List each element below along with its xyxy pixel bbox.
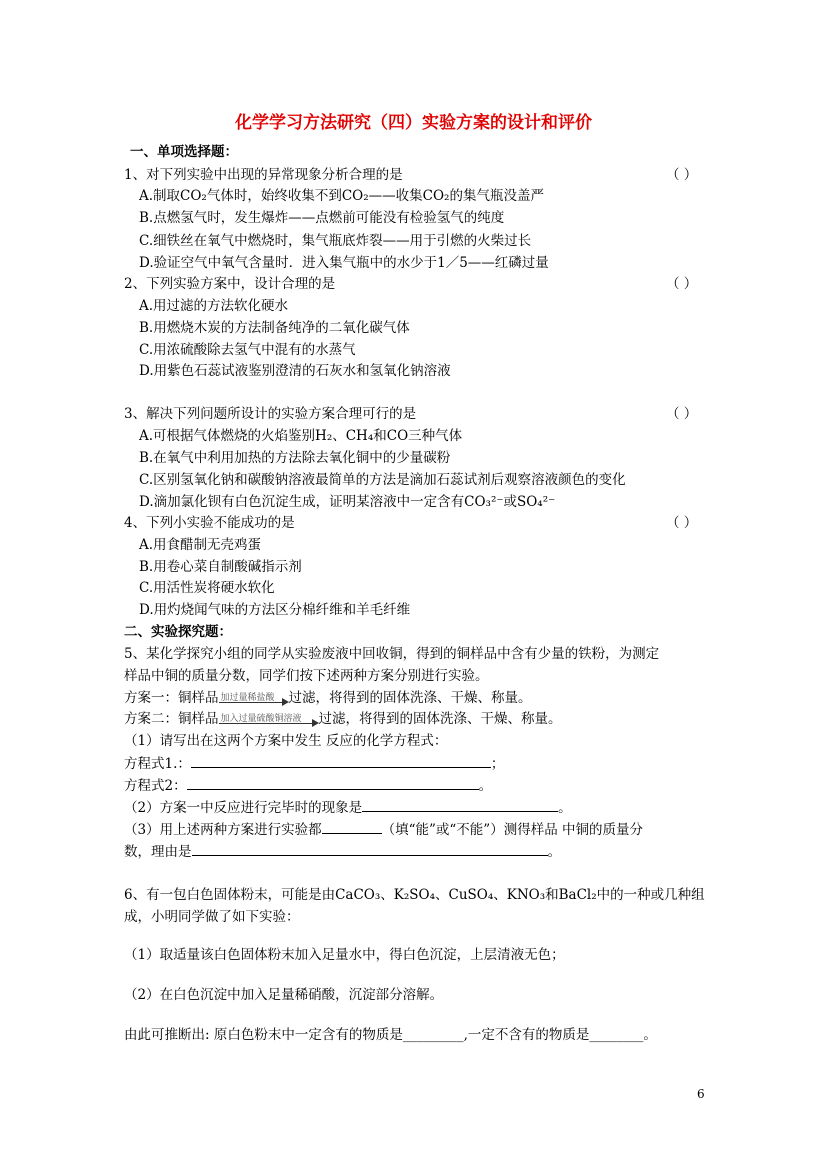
q1-option-c: C.细铁丝在氧气中燃烧时，集气瓶底炸裂——用于引燃的火柴过长 bbox=[139, 233, 532, 249]
q3-option-d: D.滴加氯化钡有白色沉淀生成，证明某溶液中一定含有CO₃²⁻或SO₄²⁻ bbox=[139, 494, 556, 510]
q5-sub-1: （1）请写出在这两个方案中发生 反应的化学方程式： bbox=[124, 733, 448, 749]
q3-option-c: C.区别氢氧化钠和碳酸钠溶液最简单的方法是滴加石蕊试剂后观察溶液颜色的变化 bbox=[139, 472, 626, 488]
q1-option-d: D.验证空气中氧气含量时．进入集气瓶中的水少于1／5——红磷过量 bbox=[139, 255, 549, 271]
q4-option-a: A.用食醋制无壳鸡蛋 bbox=[139, 537, 262, 553]
plan-1-suffix: 过滤，将得到的固体洗涤、干燥、称量。 bbox=[288, 690, 532, 706]
q5-sub-3-reason bbox=[124, 841, 561, 862]
equation-2-end: 。 bbox=[478, 778, 493, 794]
q3-option-a: A.可根据气体燃烧的火焰鉴别H₂、CH₄和CO三种气体 bbox=[139, 428, 463, 444]
plan-2-prefix: 方案二：铜样品 bbox=[124, 711, 219, 727]
page-number: 6 bbox=[697, 1087, 705, 1101]
page-title: 化学学习方法研究（四）实验方案的设计和评价 bbox=[235, 113, 592, 133]
q2-option-c: C.用浓硫酸除去氢气中混有的水蒸气 bbox=[139, 342, 356, 358]
q4-option-c: C.用活性炭将硬水软化 bbox=[139, 580, 275, 596]
answer-blank-1[interactable]: （ ） bbox=[666, 167, 698, 183]
reaction-arrow-icon bbox=[219, 690, 289, 708]
plan-2-suffix: 过滤，将得到的固体洗涤、干燥、称量。 bbox=[318, 711, 562, 727]
question-5-line-1: 5、某化学探究小组的同学从实验废液中回收铜，得到的铜样品中含有少量的铁粉，为测定 bbox=[124, 646, 660, 662]
equation-1-line bbox=[124, 753, 504, 774]
can-or-cannot-blank[interactable] bbox=[322, 819, 382, 834]
arrow-condition-label: 加入过量硫酸铜溶液 bbox=[220, 713, 302, 724]
equation-2-line bbox=[124, 775, 492, 796]
plan-1-prefix: 方案一：铜样品 bbox=[124, 690, 219, 706]
section-heading-inquiry: 二、实验探究题： bbox=[124, 624, 232, 640]
question-6-line-1: 6、有一包白色固体粉末，可能是由CaCO₃、K₂SO₄、CuSO₄、KNO₃和BaCl₂中的一种或几种组 bbox=[124, 887, 705, 903]
q6-step-1: （1）取适量该白色固体粉末加入足量水中，得白色沉淀，上层清液无色； bbox=[124, 947, 565, 963]
question-4-stem: 4、下列小实验不能成功的是 bbox=[124, 515, 295, 531]
answer-blank-2[interactable]: （ ） bbox=[666, 276, 698, 292]
q5-sub-2-end: 。 bbox=[558, 800, 572, 816]
plan-1 bbox=[124, 688, 532, 708]
q2-option-a: A.用过滤的方法软化硬水 bbox=[139, 298, 289, 314]
q5-sub-2-text: （2）方案一中反应进行完毕时的现象是 bbox=[124, 800, 363, 816]
q5-sub-3-text-c: 数，理由是 bbox=[124, 844, 192, 860]
equation-2-blank[interactable] bbox=[187, 775, 479, 790]
plan-2 bbox=[124, 709, 562, 729]
q3-option-b: B.在氧气中利用加热的方法除去氧化铜中的少量碳粉 bbox=[139, 450, 451, 466]
q2-option-d: D.用紫色石蕊试液鉴别澄清的石灰水和氢氧化钠溶液 bbox=[139, 363, 451, 379]
q5-sub-3 bbox=[124, 819, 643, 840]
equation-1-label: 方程式1.： bbox=[124, 756, 191, 772]
phenomenon-blank[interactable] bbox=[362, 797, 558, 812]
reaction-arrow-icon bbox=[219, 711, 319, 729]
equation-1-blank[interactable] bbox=[191, 753, 491, 768]
section-heading-choice: 一、单项选择题： bbox=[130, 144, 238, 160]
q4-option-d: D.用灼烧闻气味的方法区分棉纤维和羊毛纤维 bbox=[139, 602, 411, 618]
question-5-line-2: 样品中铜的质量分数，同学们按下述两种方案分别进行实验。 bbox=[124, 668, 489, 684]
q5-sub-2 bbox=[124, 797, 572, 818]
question-3-stem: 3、解决下列问题所设计的实验方案合理可行的是 bbox=[124, 406, 417, 422]
reason-blank[interactable] bbox=[192, 841, 548, 856]
question-2-stem: 2、下列实验方案中，设计合理的是 bbox=[124, 276, 336, 292]
arrow-condition-label: 加过量稀盐酸 bbox=[220, 692, 275, 703]
q1-option-b: B.点燃氢气时，发生爆炸——点燃前可能没有检验氢气的纯度 bbox=[139, 210, 505, 226]
answer-blank-3[interactable]: （ ） bbox=[666, 406, 698, 422]
q2-option-b: B.用燃烧木炭的方法制备纯净的二氧化碳气体 bbox=[139, 320, 410, 336]
q1-option-a: A.制取CO₂气体时，始终收集不到CO₂——收集CO₂的集气瓶没盖严 bbox=[139, 188, 544, 204]
q5-sub-3-end: 。 bbox=[547, 844, 561, 860]
q6-conclusion: 由此可推断出: 原白色粉末中一定含有的物质是_________,一定不含有的物质是________。 bbox=[124, 1027, 657, 1043]
q6-step-2: （2）在白色沉淀中加入足量稀硝酸，沉淀部分溶解。 bbox=[124, 987, 444, 1003]
q4-option-b: B.用卷心菜自制酸碱指示剂 bbox=[139, 559, 302, 575]
q5-sub-3-text-b: （填“能”或“不能”）测得样品 中铜的质量分 bbox=[381, 822, 643, 838]
answer-blank-4[interactable]: （ ） bbox=[666, 515, 698, 531]
question-6-line-2: 成，小明同学做了如下实验： bbox=[124, 909, 300, 925]
equation-1-end: ； bbox=[490, 756, 505, 772]
q5-sub-3-text-a: （3）用上述两种方案进行实验都 bbox=[124, 822, 322, 838]
equation-2-label: 方程式2： bbox=[124, 778, 187, 794]
question-1-stem: 1、对下列实验中出现的异常现象分析合理的是 bbox=[124, 167, 403, 183]
